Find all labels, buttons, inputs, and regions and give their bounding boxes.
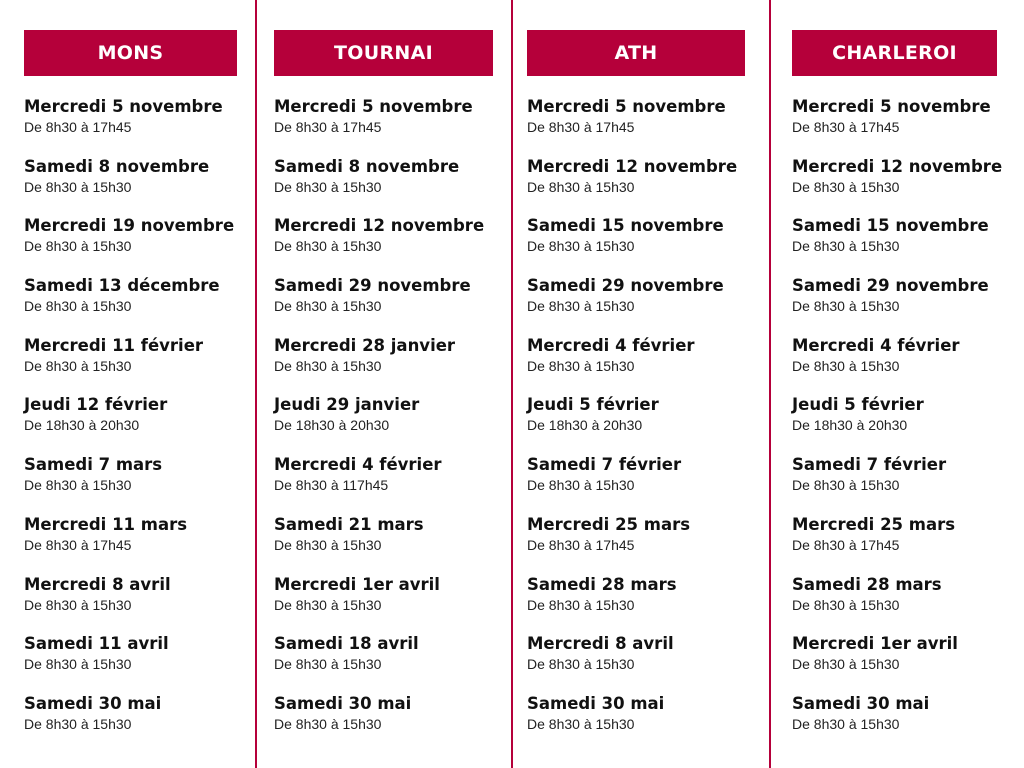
session-date: Mercredi 28 janvier xyxy=(274,335,456,355)
session-date: Samedi 8 novembre xyxy=(24,156,210,176)
list-item xyxy=(792,156,1003,216)
session-hours: De 8h30 à 15h30 xyxy=(24,298,132,315)
session-date: Mercredi 12 novembre xyxy=(527,156,738,176)
list-item xyxy=(792,454,997,514)
session-hours: De 8h30 à 15h30 xyxy=(274,596,382,613)
session-hours: De 18h30 à 20h30 xyxy=(274,417,390,434)
session-hours: De 8h30 à 15h30 xyxy=(274,298,382,315)
list-item xyxy=(274,693,493,753)
session-hours: De 8h30 à 15h30 xyxy=(274,357,382,374)
list-item xyxy=(527,633,745,693)
list-item xyxy=(24,275,237,335)
session-hours: De 8h30 à 15h30 xyxy=(527,238,635,255)
list-item xyxy=(527,156,745,216)
schedule-column-tournai xyxy=(274,0,493,753)
session-date: Mercredi 5 novembre xyxy=(792,97,991,116)
city-header: ATH xyxy=(527,30,745,76)
session-hours: De 8h30 à 15h30 xyxy=(274,178,382,195)
session-date: Samedi 15 novembre xyxy=(527,216,724,236)
list-item xyxy=(24,96,237,156)
session-date: Mercredi 1er avril xyxy=(274,574,440,594)
session-date: Samedi 7 février xyxy=(527,455,682,475)
list-item xyxy=(24,454,237,514)
session-hours: De 8h30 à 15h30 xyxy=(527,715,635,732)
list-item xyxy=(527,693,745,753)
session-date: Mercredi 4 février xyxy=(274,455,442,475)
session-date: Mercredi 5 novembre xyxy=(527,97,726,116)
date-list xyxy=(527,96,745,753)
session-hours: De 18h30 à 20h30 xyxy=(24,417,140,434)
column-divider xyxy=(511,0,513,768)
session-hours: De 8h30 à 15h30 xyxy=(527,596,635,613)
list-item xyxy=(792,394,997,454)
list-item xyxy=(792,335,997,395)
session-date: Samedi 30 mai xyxy=(274,693,412,713)
session-hours: De 8h30 à 15h30 xyxy=(274,536,382,553)
list-item xyxy=(24,574,237,634)
session-hours: De 8h30 à 15h30 xyxy=(24,178,132,195)
session-date: Jeudi 5 février xyxy=(527,395,659,415)
city-header: TOURNAI xyxy=(274,30,493,76)
session-hours: De 8h30 à 15h30 xyxy=(24,238,132,255)
session-hours: De 8h30 à 15h30 xyxy=(527,656,635,673)
session-date: Mercredi 11 février xyxy=(24,335,204,355)
list-item xyxy=(527,215,745,275)
list-item xyxy=(274,156,493,216)
session-date: Samedi 30 mai xyxy=(24,693,162,713)
session-date: Mercredi 5 novembre xyxy=(274,97,473,116)
session-date: Samedi 28 mars xyxy=(527,574,677,594)
date-list xyxy=(792,96,1003,753)
session-hours: De 8h30 à 15h30 xyxy=(274,238,382,255)
schedule-column-ath xyxy=(527,0,745,753)
list-item xyxy=(274,574,493,634)
session-hours: De 8h30 à 15h30 xyxy=(792,656,900,673)
session-date: Samedi 29 novembre xyxy=(274,276,471,296)
session-hours: De 8h30 à 15h30 xyxy=(274,656,382,673)
list-item xyxy=(792,96,997,156)
list-item xyxy=(527,335,745,395)
session-date: Samedi 29 novembre xyxy=(792,276,989,296)
list-item xyxy=(24,633,237,693)
list-item xyxy=(527,514,745,574)
session-hours: De 8h30 à 15h30 xyxy=(792,477,900,494)
session-hours: De 8h30 à 17h45 xyxy=(527,119,635,135)
schedule-column-charleroi xyxy=(792,0,1003,753)
list-item xyxy=(792,574,997,634)
session-date: Jeudi 5 février xyxy=(792,395,924,415)
list-item xyxy=(527,454,745,514)
list-item xyxy=(24,156,237,216)
session-date: Mercredi 8 avril xyxy=(527,634,674,654)
list-item xyxy=(792,693,997,753)
session-date: Samedi 11 avril xyxy=(24,634,169,654)
session-hours: De 8h30 à 15h30 xyxy=(792,596,900,613)
session-hours: De 8h30 à 15h30 xyxy=(24,656,132,673)
list-item xyxy=(274,335,493,395)
session-date: Mercredi 4 février xyxy=(792,335,960,355)
session-hours: De 8h30 à 17h45 xyxy=(24,119,132,135)
session-hours: De 8h30 à 15h30 xyxy=(792,715,900,732)
session-date: Samedi 13 décembre xyxy=(24,276,220,296)
column-divider xyxy=(769,0,771,768)
list-item xyxy=(24,394,237,454)
session-hours: De 8h30 à 17h45 xyxy=(792,119,900,135)
list-item xyxy=(274,633,493,693)
session-hours: De 8h30 à 15h30 xyxy=(24,357,132,374)
session-hours: De 8h30 à 117h45 xyxy=(274,477,389,494)
list-item xyxy=(274,454,493,514)
session-hours: De 18h30 à 20h30 xyxy=(792,417,908,434)
session-date: Samedi 29 novembre xyxy=(527,276,724,296)
date-list xyxy=(274,96,493,753)
session-hours: De 8h30 à 15h30 xyxy=(24,596,132,613)
session-hours: De 8h30 à 15h30 xyxy=(24,477,132,494)
column-divider xyxy=(255,0,257,768)
session-date: Samedi 28 mars xyxy=(792,574,942,594)
list-item xyxy=(24,514,237,574)
session-hours: De 8h30 à 15h30 xyxy=(24,715,132,732)
session-date: Mercredi 19 novembre xyxy=(24,216,235,236)
session-date: Samedi 30 mai xyxy=(527,693,665,713)
list-item xyxy=(274,96,493,156)
session-hours: De 8h30 à 15h30 xyxy=(527,357,635,374)
session-date: Samedi 7 février xyxy=(792,455,947,475)
list-item xyxy=(527,574,745,634)
list-item xyxy=(792,215,997,275)
list-item xyxy=(792,514,997,574)
list-item xyxy=(274,275,493,335)
city-header: MONS xyxy=(24,30,237,76)
session-hours: De 8h30 à 15h30 xyxy=(274,715,382,732)
session-date: Mercredi 8 avril xyxy=(24,574,171,594)
session-hours: De 8h30 à 15h30 xyxy=(792,298,900,315)
session-date: Samedi 8 novembre xyxy=(274,156,460,176)
session-hours: De 8h30 à 17h45 xyxy=(24,536,132,553)
session-date: Mercredi 25 mars xyxy=(527,514,691,534)
list-item xyxy=(792,633,997,693)
session-hours: De 8h30 à 15h30 xyxy=(792,178,900,195)
list-item xyxy=(274,215,493,275)
session-date: Samedi 30 mai xyxy=(792,693,930,713)
session-hours: De 8h30 à 15h30 xyxy=(527,178,635,195)
session-date: Mercredi 4 février xyxy=(527,335,695,355)
list-item xyxy=(24,215,237,275)
session-date: Mercredi 12 novembre xyxy=(792,156,1003,176)
date-list xyxy=(24,96,237,753)
session-date: Mercredi 12 novembre xyxy=(274,216,485,236)
session-date: Jeudi 29 janvier xyxy=(274,395,420,415)
session-hours: De 8h30 à 15h30 xyxy=(527,477,635,494)
list-item xyxy=(274,514,493,574)
list-item xyxy=(274,394,493,454)
session-hours: De 18h30 à 20h30 xyxy=(527,417,643,434)
session-date: Samedi 15 novembre xyxy=(792,216,989,236)
session-hours: De 8h30 à 17h45 xyxy=(792,536,900,553)
list-item xyxy=(527,96,745,156)
session-date: Mercredi 5 novembre xyxy=(24,97,223,116)
session-date: Samedi 21 mars xyxy=(274,514,424,534)
session-date: Mercredi 25 mars xyxy=(792,514,956,534)
list-item xyxy=(527,275,745,335)
list-item xyxy=(792,275,997,335)
session-hours: De 8h30 à 17h45 xyxy=(527,536,635,553)
session-date: Jeudi 12 février xyxy=(24,395,168,415)
session-date: Mercredi 11 mars xyxy=(24,514,188,534)
session-hours: De 8h30 à 17h45 xyxy=(274,119,382,135)
list-item xyxy=(24,335,237,395)
schedule-column-mons xyxy=(24,0,237,753)
list-item xyxy=(527,394,745,454)
session-hours: De 8h30 à 15h30 xyxy=(527,298,635,315)
list-item xyxy=(24,693,237,753)
session-date: Samedi 7 mars xyxy=(24,455,163,475)
session-hours: De 8h30 à 15h30 xyxy=(792,238,900,255)
session-date: Mercredi 1er avril xyxy=(792,634,958,654)
session-date: Samedi 18 avril xyxy=(274,634,419,654)
session-hours: De 8h30 à 15h30 xyxy=(792,357,900,374)
city-header: CHARLEROI xyxy=(792,30,997,76)
